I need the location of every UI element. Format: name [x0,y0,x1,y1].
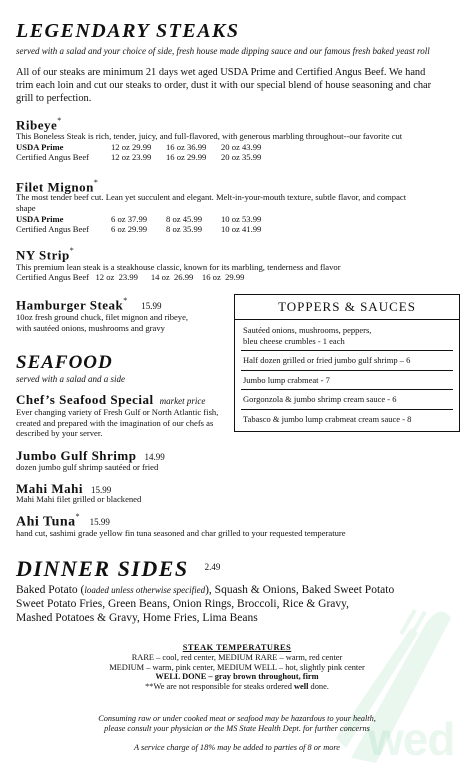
filet-desc [16,192,406,213]
sides-line: Sweet Potato Fries, Green Beans, Onion Rings, Broccoli, Rice & Gravy, [16,598,350,610]
desc-line: shape [16,202,36,213]
mahi-desc: Mahi Mahi filet grilled or blackened [16,494,142,504]
price-cell: 16 oz 29.99 [166,152,207,163]
hamburger-desc [16,312,188,333]
mahi-name: Mahi Mahi [16,481,83,496]
shrimp-name: Jumbo Gulf Shrimp [16,448,137,463]
nystrip-name: NY Strip [16,247,70,263]
sides-heading: DINNER SIDES [16,556,189,581]
desc-line: described by your server. [16,428,103,439]
footer-line: Consuming raw or under cooked meat or seafood may be hazardous to your health, [98,714,376,723]
price-cell: 6 oz 29.99 [111,224,148,235]
price-row [16,152,261,162]
sides-header [16,556,220,582]
topper-line: Sautéed onions, mushrooms, peppers, [243,325,372,335]
chefs-special-price: market price [159,396,206,406]
sides-line: Mashed Potatoes & Gravy, Home Fries, Lima Beans [16,612,258,624]
intro-line: All of our steaks are minimum 21 days wet aged USDA Prime and Certified Angus Beef. We hand [16,67,426,78]
price-cell: 8 oz 35.99 [166,224,203,235]
topper-line: bleu cheese crumbles - 1 each [243,335,345,346]
price-cell: 12 oz 23.99 [111,152,152,163]
chefs-special-desc [16,407,218,439]
price-cell: 12 oz 29.99 [111,142,152,152]
shrimp-desc: dozen jumbo gulf shrimp sautéed or fried [16,462,159,472]
seafood-heading: SEAFOOD [16,352,113,373]
temps-text: **We are not responsible for steaks ordered [145,682,294,692]
temps-title: STEAK TEMPERATURES [182,643,292,652]
grade-label: Certified Angus Beef [16,152,90,163]
ahi-price: 15.99 [89,517,110,528]
temps-line [0,672,474,682]
price-cell: 20 oz 35.99 [221,152,262,163]
topper-item: Tabasco & jumbo lump crabmeat cream sauce - 8 [243,413,412,424]
temps-line: MEDIUM – warm, pink center, MEDIUM WELL – hot, slightly pink center [109,662,365,672]
sides-note: loaded unless otherwise specified [84,585,206,595]
shrimp-price: 14.99 [144,452,165,462]
price-cell: 16 oz 36.99 [166,142,207,152]
desc-line: The most tender beef cut. Lean yet succulent and elegant. Melt-in-your-mouth texture, subtle flavor, and compact [16,192,407,202]
star-mark: * [69,246,74,255]
temps-line: RARE – cool, red center, MEDIUM RARE – warm, red center [131,652,343,662]
nystrip-desc: This premium lean steak is a steakhouse classic, known for its marbling, tenderness and flavor [16,262,341,272]
steaks-heading: LEGENDARY STEAKS [16,20,240,42]
toppers-title: TOPPERS & SAUCES [235,295,459,320]
mahi-price: 15.99 [90,485,112,495]
service-charge-note: A service charge of 18% may be added to parties of 8 or more [134,743,340,752]
price-cell: 8 oz 45.99 [166,214,203,224]
price-cell: 20 oz 43.99 [221,142,262,152]
toppers-box [234,294,460,432]
star-mark: * [57,116,62,125]
ahi-desc: hand cut, sashimi grade yellow fin tuna seasoned and char grilled to your requested temperature [16,528,346,538]
price-row [16,224,261,234]
ahi-name: Ahi Tuna [16,514,76,530]
price-row [16,142,261,152]
sides-price: 2.49 [204,562,221,572]
grade-label: USDA Prime [16,214,64,224]
steaks-subtitle: served with a salad and your choice of side, fresh house made dipping sauce and our famous fresh baked yeast roll [16,46,430,56]
desc-line: with sautéed onions, mushrooms and gravy [16,322,165,333]
watermark-text: wed [368,713,455,765]
grade-label: Certified Angus Beef [16,224,90,235]
sides-text: ), Squash & Onions, Baked Sweet Potato [205,584,395,596]
topper-item: Gorgonzola & jumbo shrimp cream sauce - 6 [243,394,397,404]
ribeye-price-table [16,142,261,163]
topper-item [235,320,459,350]
hamburger-price: 15.99 [141,301,162,312]
ribeye-name: Ribeye [16,117,58,133]
filet-name: Filet Mignon [16,179,94,195]
steaks-intro [16,66,431,105]
seafood-subtitle: served with a salad and a side [16,374,125,384]
price-cell: 10 oz 41.99 [221,224,262,235]
temps-bold: WELL DONE [155,672,207,682]
temps-bold: well [293,682,309,692]
temps-block [0,643,474,692]
footer-line: please consult your physician or the MS State Health Dept. for further concerns [104,724,370,733]
desc-line: Ever changing variety of Fresh Gulf or North Atlantic fish, [16,407,219,417]
ribeye-desc: This Boneless Steak is rich, tender, juicy, and full-flavored, with generous marbling throughout--our favorite cut [16,131,403,141]
grade-label: USDA Prime [16,142,64,152]
topper-item: Jumbo lump crabmeat - 7 [243,374,330,385]
price-cell: 10 oz 53.99 [221,214,262,224]
intro-line: trim each loin and cut our steaks to order, dust it with our special blend of house seasoning and char [16,80,432,91]
filet-price-table [16,214,261,235]
nystrip-price-row: Certified Angus Beef 12 oz 23.99 14 oz 26.99 16 oz 29.99 [16,272,245,282]
temps-text: done. [308,682,329,692]
price-row [16,214,261,224]
star-mark: * [123,296,128,305]
temps-bold: – gray brown throughout, firm [206,672,319,682]
desc-line: 10oz fresh ground chuck, filet mignon and ribeye, [16,312,189,322]
star-mark: * [93,178,98,187]
intro-line: grill to perfection. [16,93,92,104]
health-warning [0,714,474,734]
sides-text: Baked Potato ( [16,584,85,596]
temps-line [0,682,474,692]
topper-item: Half dozen grilled or fried jumbo gulf shrimp – 6 [243,355,411,365]
star-mark: * [75,512,80,521]
chefs-special-name: Chef’s Seafood Special [16,392,154,407]
desc-line: created and prepared with the imagination of our chefs as [16,417,214,428]
hamburger-name: Hamburger Steak [16,297,124,313]
price-cell: 6 oz 37.99 [111,214,148,224]
